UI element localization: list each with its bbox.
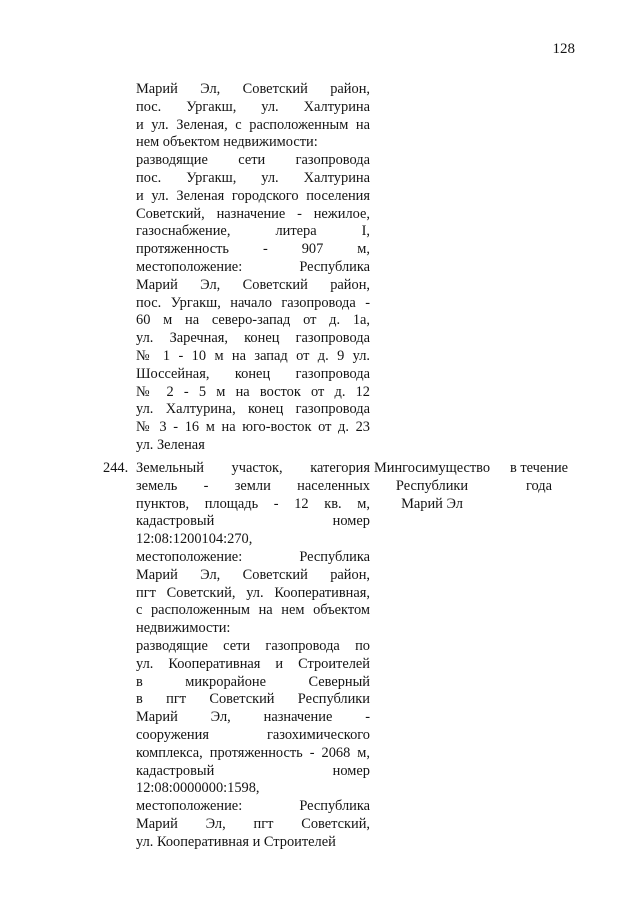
- text-line: разводящие сети газопровода: [136, 152, 370, 169]
- text-line: 12:08:1200104:270,: [136, 531, 253, 548]
- text-line: протяженность - 907 м,: [136, 241, 370, 258]
- page-number: 128: [552, 41, 575, 57]
- text-line: нем объектом недвижимости:: [136, 134, 318, 151]
- text-line: ул. Зеленая: [136, 436, 205, 453]
- text-line: 60 м на северо-запад от д. 1а,: [136, 312, 370, 329]
- text-line: Шоссейная, конец газопровода: [136, 365, 370, 382]
- text-line: в пгт Советский Республики: [136, 691, 370, 708]
- text-line: Марий Эл, Советский район,: [136, 276, 370, 293]
- text-line: в микрорайоне Северный: [136, 673, 370, 690]
- text-line: местоположение: Республика: [136, 258, 370, 275]
- text-line: комплекса, протяженность - 2068 м,: [136, 744, 370, 761]
- text-line: Марий Эл, Советский район,: [136, 81, 370, 97]
- text-line: ул. Кооперативная и Строителей: [136, 833, 336, 850]
- text-line: Марий Эл, Советский район,: [136, 566, 370, 583]
- text-line: № 2 - 5 м на восток от д. 12: [136, 383, 370, 400]
- text-line: газоснабжение, литера I,: [136, 223, 370, 240]
- text-line: Республики: [395, 477, 469, 494]
- text-line: пгт Советский, ул. Кооперативная,: [136, 584, 370, 601]
- text-line: 12:08:0000000:1598,: [136, 780, 260, 797]
- text-line: Марий Эл, пгт Советский,: [136, 815, 370, 832]
- responsible-organization: [370, 460, 494, 513]
- text-line: сооружения газохимического: [136, 726, 370, 743]
- text-line: и ул. Зеленая, с расположенным на: [136, 116, 370, 133]
- execution-term: [502, 460, 576, 496]
- text-line: пос. Ургакш, ул. Халтурина: [136, 98, 370, 115]
- text-line: разводящие сети газопровода по: [136, 637, 370, 654]
- text-line: недвижимости:: [136, 620, 231, 637]
- text-line: ул. Халтурина, конец газопровода: [136, 401, 370, 418]
- text-line: в течение: [509, 460, 569, 476]
- text-line: № 1 - 10 м на запад от д. 9 ул.: [136, 347, 370, 364]
- object-description: [136, 460, 370, 852]
- continued-description: [136, 81, 370, 455]
- text-line: пос. Ургакш, начало газопровода -: [136, 294, 370, 311]
- text-line: ул. Кооперативная и Строителей: [136, 655, 370, 672]
- row-number: 244.: [103, 460, 129, 476]
- text-line: Советский, назначение - нежилое,: [136, 205, 370, 222]
- text-line: пунктов, площадь - 12 кв. м,: [136, 495, 370, 512]
- text-line: земель - земли населенных: [136, 477, 370, 494]
- text-line: Земельный участок, категория: [136, 460, 370, 476]
- text-line: пос. Ургакш, ул. Халтурина: [136, 169, 370, 186]
- text-line: ул. Заречная, конец газопровода: [136, 330, 370, 347]
- text-line: кадастровый номер: [136, 513, 370, 530]
- text-line: с расположенным на нем объектом: [136, 602, 370, 619]
- text-line: Марий Эл: [401, 495, 463, 512]
- text-line: местоположение: Республика: [136, 798, 370, 815]
- text-line: местоположение: Республика: [136, 548, 370, 565]
- text-line: года: [525, 477, 553, 494]
- text-line: Мингосимущество: [373, 460, 491, 476]
- text-line: и ул. Зеленая городского поселения: [136, 187, 370, 204]
- text-line: № 3 - 16 м на юго-восток от д. 23: [136, 419, 370, 436]
- text-line: Марий Эл, назначение -: [136, 709, 370, 726]
- text-line: кадастровый номер: [136, 762, 370, 779]
